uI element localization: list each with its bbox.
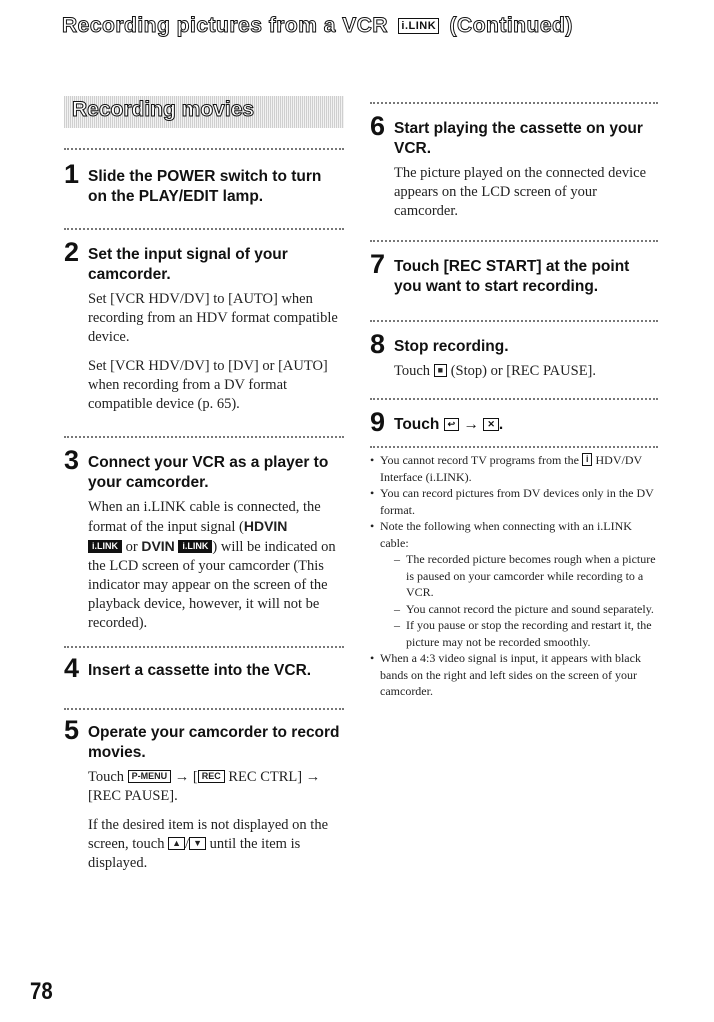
step-number: 3 — [64, 445, 80, 475]
rec-ctrl-icon: REC — [198, 770, 225, 783]
sub-note-item: – If you pause or stop the recording and restart it, the picture may not be recorded smoothly. — [394, 617, 660, 650]
text-run: → — [459, 416, 484, 433]
step-paragraph — [394, 362, 660, 381]
step-body — [394, 362, 660, 381]
step-7 — [370, 250, 660, 297]
divider — [370, 240, 658, 242]
step-2 — [64, 238, 344, 424]
divider — [370, 102, 658, 104]
text-run: Touch — [394, 363, 434, 379]
note-item — [370, 452, 660, 485]
step-title: Connect your VCR as a player to your camcorder. — [88, 454, 329, 491]
p-menu-button-icon: P-MENU — [128, 770, 172, 783]
step-title: Start playing the cassette on your VCR. — [394, 120, 643, 157]
step-paragraph — [88, 498, 344, 633]
scroll-up-icon: ▲ — [168, 837, 185, 850]
divider — [370, 320, 658, 322]
step-body — [88, 498, 344, 633]
text-run: If the desired item is not displayed on the screen, touch — [88, 817, 329, 852]
sub-note-item: – You cannot record the picture and sound separately. — [394, 601, 660, 618]
step-title: Insert a cassette into the VCR. — [88, 662, 312, 679]
step-number: 2 — [64, 237, 80, 267]
ilink-icon: i.LINK — [88, 540, 122, 553]
divider — [370, 398, 658, 400]
step-5 — [64, 716, 344, 883]
step-title: Operate your camcorder to record movies. — [88, 724, 340, 761]
step-paragraph — [88, 816, 344, 873]
text-run: When an i.LINK cable is connected, the format of the input signal ( — [88, 499, 321, 535]
step-9 — [370, 408, 660, 435]
text-run: HDV/DV Interface (i.LINK). — [380, 453, 642, 484]
text-run: / — [185, 836, 190, 852]
text-run: Note the following when connecting with an i.LINK cable: — [380, 519, 632, 550]
step-title: Set the input signal of your camcorder. — [88, 246, 288, 283]
divider — [64, 228, 344, 230]
step-number: 5 — [64, 715, 80, 745]
step-number: 4 — [64, 653, 80, 683]
step-4 — [64, 654, 344, 681]
text-run: [REC PAUSE]. — [88, 788, 178, 804]
text-run: → [ — [171, 769, 198, 785]
step-number: 8 — [370, 329, 386, 359]
text-run: You cannot record TV programs from the — [380, 453, 582, 467]
step-body — [88, 768, 344, 873]
header-title: Recording pictures from a VCR — [62, 14, 389, 37]
note-item: • You can record pictures from DV devices only in the DV format. — [370, 485, 660, 518]
text-run: until the item is displayed. — [88, 836, 301, 871]
step-paragraph: Set [VCR HDV/DV] to [DV] or [AUTO] when recording from a DV format compatible device (p. 65). — [88, 358, 328, 412]
step-8 — [370, 330, 660, 391]
step-number: 1 — [64, 159, 80, 189]
step-number: 6 — [370, 111, 386, 141]
divider — [64, 436, 344, 438]
step-body — [88, 290, 344, 414]
section-title: Recording movies — [72, 98, 255, 121]
step-number: 9 — [370, 407, 386, 437]
step-title: Stop recording. — [394, 338, 509, 355]
dv-in-indicator: DVIN — [141, 538, 175, 554]
text-run: . — [498, 416, 504, 433]
text-run: Touch — [394, 416, 444, 433]
step-body — [394, 164, 660, 221]
ilink-badge: i.LINK — [398, 18, 439, 34]
step-title — [394, 408, 660, 435]
note-item: • When a 4:3 video signal is input, it appears with black bands on the right and left sides on the screen of your camcorder. — [370, 650, 660, 700]
scroll-down-icon: ▼ — [189, 837, 206, 850]
close-icon: ✕ — [483, 418, 499, 431]
step-3 — [64, 446, 344, 643]
divider — [370, 446, 658, 448]
stop-button-icon: ■ — [434, 364, 447, 377]
text-run: (Stop) or [REC PAUSE]. — [447, 363, 597, 379]
text-run: REC CTRL] → — [224, 769, 321, 785]
page-header — [62, 14, 573, 38]
step-number: 7 — [370, 249, 386, 279]
step-paragraph: Set [VCR HDV/DV] to [AUTO] when recording from an HDV format compatible device. — [88, 291, 338, 345]
ilink-icon: i.LINK — [178, 540, 212, 553]
hdv-in-indicator: HDVIN — [243, 518, 288, 534]
text-run: ) will be indicated on the LCD screen of your camcorder (This indicator may appear on the screen of the playback device, however, it will not be recorded). — [88, 539, 336, 631]
divider — [64, 646, 344, 648]
return-icon: ↩ — [444, 418, 460, 431]
step-paragraph — [88, 768, 344, 806]
section-banner — [64, 96, 344, 128]
sub-note-item: – The recorded picture becomes rough when a picture is paused on your camcorder while recording to a VCR. — [394, 551, 660, 601]
step-6 — [370, 112, 660, 231]
divider — [64, 148, 344, 150]
divider — [64, 708, 344, 710]
ilink-icon: i — [582, 453, 593, 466]
text-run: or — [122, 539, 142, 555]
step-title: Touch [REC START] at the point you want to start recording. — [394, 258, 630, 295]
header-continued: (Continued) — [449, 14, 573, 37]
note-item — [370, 518, 660, 650]
step-title: Slide the POWER switch to turn on the PLAY/EDIT lamp. — [88, 168, 322, 205]
page-number: 78 — [30, 978, 53, 1005]
step-paragraph: The picture played on the connected device appears on the LCD screen of your camcorder. — [394, 165, 647, 219]
notes-section — [370, 452, 660, 700]
step-1 — [64, 160, 344, 207]
text-run: Touch — [88, 769, 128, 785]
